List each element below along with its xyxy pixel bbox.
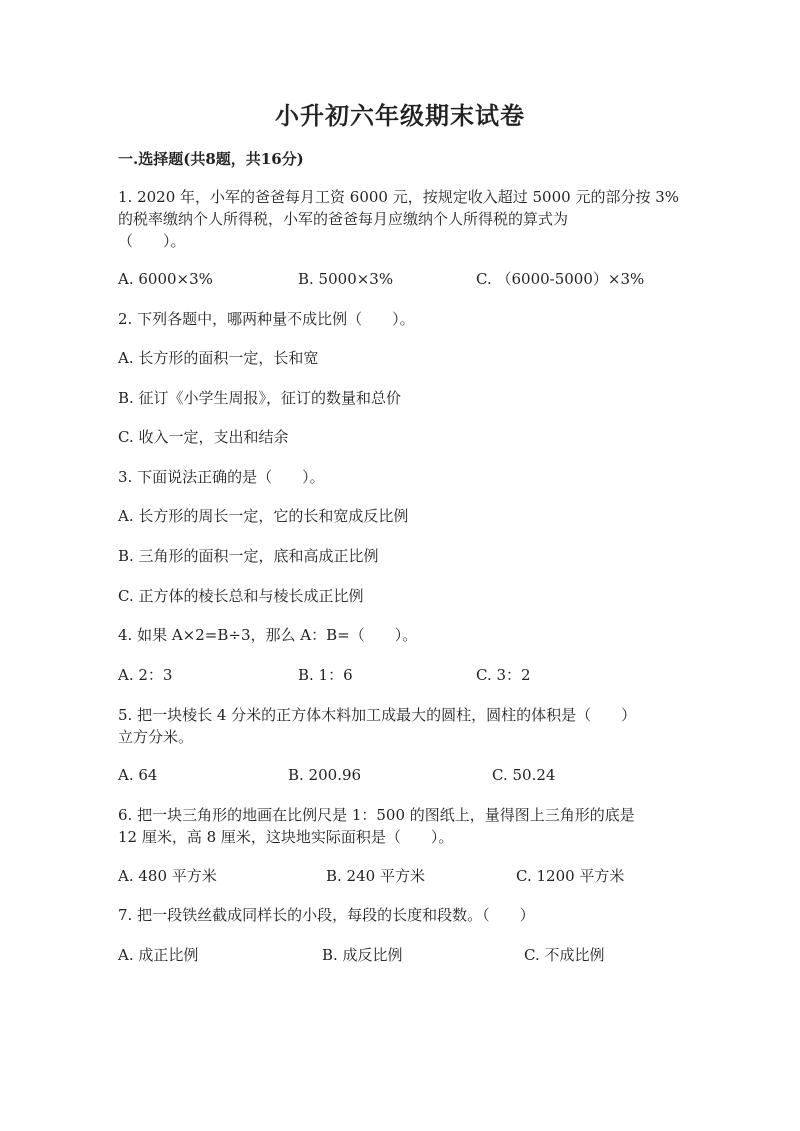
option-c[interactable]: C. 1200 平方米 <box>516 867 625 885</box>
question-1-text <box>118 186 688 252</box>
option-a[interactable]: A. 2：3 <box>118 666 173 684</box>
option-b[interactable]: B. 1：6 <box>298 666 353 684</box>
option-a[interactable]: A. 480 平方米 <box>118 867 217 885</box>
option-b[interactable]: B. 5000×3% <box>298 270 394 288</box>
question-2-text: 2. 下列各题中，哪两种量不成比例（ ）。 <box>118 310 415 328</box>
option-c[interactable]: C. 50.24 <box>492 766 556 784</box>
question-7-options <box>118 944 718 966</box>
question-3-option-b[interactable]: B. 三角形的面积一定，底和高成正比例 <box>118 547 379 565</box>
option-b[interactable]: B. 200.96 <box>288 766 362 784</box>
question-5-text <box>118 704 688 748</box>
page-title: 小升初六年级期末试卷 <box>275 101 525 130</box>
question-3-option-a[interactable]: A. 长方形的周长一定，它的长和宽成反比例 <box>118 507 409 525</box>
option-c[interactable]: C. （6000-5000）×3% <box>476 270 645 288</box>
question-6-text <box>118 804 688 848</box>
question-7-text: 7. 把一段铁丝截成同样长的小段，每段的长度和段数。（ ） <box>118 906 535 924</box>
question-4-text: 4. 如果 A×2=B÷3，那么 A：B=（ ）。 <box>118 626 418 644</box>
question-text-line: （ ）。 <box>118 232 186 250</box>
question-1-options <box>118 268 718 290</box>
question-2-option-b[interactable]: B. 征订《小学生周报》，征订的数量和总价 <box>118 389 402 407</box>
option-c[interactable]: C. 3：2 <box>476 666 531 684</box>
option-b[interactable]: B. 240 平方米 <box>326 867 425 885</box>
question-text-line: 6. 把一块三角形的地画在比例尺是 1：500 的图纸上，量得图上三角形的底是 <box>118 806 635 824</box>
option-c[interactable]: C. 不成比例 <box>524 946 605 964</box>
question-3-option-c[interactable]: C. 正方体的棱长总和与棱长成正比例 <box>118 587 364 605</box>
option-a[interactable]: A. 成正比例 <box>118 946 199 964</box>
question-3-text: 3. 下面说法正确的是（ ）。 <box>118 468 325 486</box>
option-a[interactable]: A. 64 <box>118 766 158 784</box>
question-text-line: 的税率缴纳个人所得税，小军的爸爸每月应缴纳个人所得税的算式为 <box>118 210 569 228</box>
section-heading: 一.选择题(共8题，共16分) <box>118 150 304 168</box>
question-text-line: 12 厘米，高 8 厘米，这块地实际面积是（ ）。 <box>118 828 454 846</box>
question-2-option-a[interactable]: A. 长方形的面积一定，长和宽 <box>118 349 319 367</box>
option-a[interactable]: A. 6000×3% <box>118 270 213 288</box>
question-6-options <box>118 865 718 887</box>
question-text-line: 立方分米。 <box>118 728 194 746</box>
question-text-line: 5. 把一块棱长 4 分米的正方体木料加工成最大的圆柱，圆柱的体积是（ ） <box>118 706 637 724</box>
question-text-line: 1. 2020 年，小军的爸爸每月工资 6000 元，按规定收入超过 5000 元的部分按 3% <box>118 188 680 206</box>
question-2-option-c[interactable]: C. 收入一定，支出和结余 <box>118 428 289 446</box>
question-5-options <box>118 764 718 786</box>
option-b[interactable]: B. 成反比例 <box>322 946 403 964</box>
question-4-options <box>118 664 718 686</box>
